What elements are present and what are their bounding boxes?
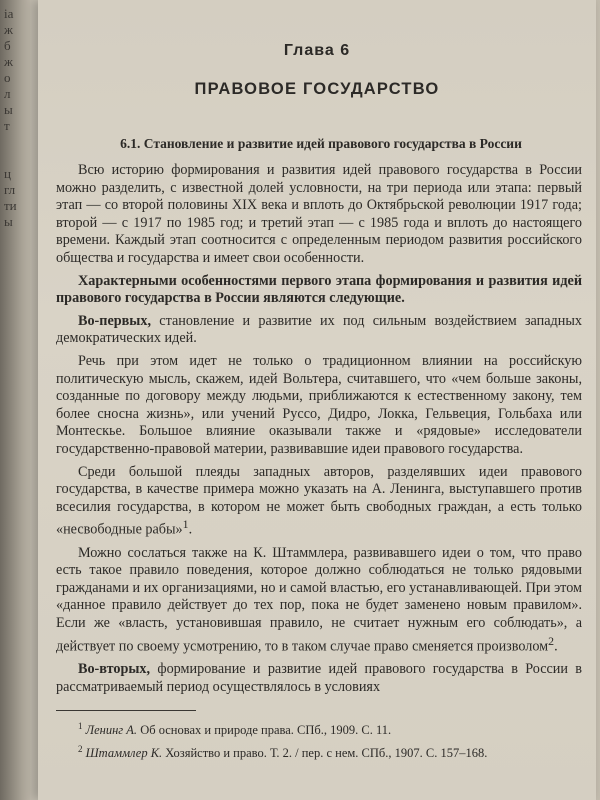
paragraph [56,464,582,540]
lead-phrase: Во-вторых, [78,660,151,677]
paragraph-end: . [188,522,193,539]
paragraph-end: . [554,638,558,655]
previous-page-edge [4,6,24,230]
lead-phrase: Во-первых, [78,312,152,329]
footnote-ref: 2 [548,633,555,648]
chapter-number: Глава 6 [283,42,351,59]
prev-letter: гл [4,182,16,197]
footnote-author: Штаммлер К. [85,746,163,761]
footnote-text: Об основах и природе права. СПб., 1909. С. 11. [137,723,392,738]
paragraph-text: Можно сослаться также на К. Штаммлера, развивавшего идеи о том, что право есть такое правило поведения, которое должно соблюдаться не только рядовыми гражданами и их организациями, но и самой властью, его устанавливающей. При этом «данное правило действует до тех пор, пока не будет заменено новым правилом». Если же «власть, установившая правило, не считает нужным его соблюдать», а действует по своему усмотрению, то в таком случае право сменяется произволом [56,544,582,655]
footnotes [56,718,582,764]
prev-letter: ia [4,6,14,21]
prev-letter: ц [4,166,11,181]
prev-letter [4,134,24,150]
paragraph [56,661,582,696]
prev-letter: ы [4,102,13,117]
footnote-divider [56,710,196,711]
bold-paragraph: Характерными особенностями первого этапа формирования и развития идей правового государства в России являются следующие. [56,272,582,307]
prev-letter: б [4,38,11,53]
section-title: 6.1. Становление и развитие идей правового государства в России [120,136,522,151]
prev-letter: т [4,118,10,133]
footnote [56,718,582,738]
prev-letter: ти [4,198,17,213]
book-page [38,0,596,800]
book-spine [0,0,30,800]
footnote-mark: 2 [78,744,83,755]
paragraph: Всю историю формирования и развития идей правового государства в России можно разделить, с известной долей условности, на три периода или этапа: первый этап — со второй половины XIX века и вплоть до Октябрьской революции 1917 года; второй — с 1917 по 1985 год; и третий этап — с 1985 года и вплоть до настоящего времени. Каждый этап соотносится с определенным периодом развития российского общества и государства и имеет свои особенности. [56,162,582,266]
footnote [56,741,582,761]
footnote-ref: 1 [182,517,189,532]
body-text [56,162,582,701]
footnote-text: Хозяйство и право. Т. 2. / пер. с нем. СПб., 1907. С. 157–168. [162,746,488,761]
prev-letter: л [4,86,11,101]
footnote-author: Ленинг А. [85,723,138,738]
paragraph-text: становление и развитие их под сильным воздействием западных демократических идей. [56,312,582,347]
footnote-mark: 1 [78,721,83,731]
prev-letter [4,150,24,166]
paragraph-text: формирование и развитие идей правового государства в России в рассматриваемый период осуществлялось в условиях [56,660,582,695]
prev-letter: о [4,70,11,85]
paragraph-text: Среди большой плеяды западных авторов, разделявших идеи правового государства, в качестве примера можно указать на А. Ленинга, выступавшего против всесилия государства, в котором не может быть свободных граждан, а есть только «несвободные рабы» [56,463,582,539]
paragraph [56,545,582,656]
chapter-title: ПРАВОВОЕ ГОСУДАРСТВО [194,80,440,98]
prev-letter: ж [4,22,13,37]
paragraph: Речь при этом идет не только о традиционном влиянии на российскую политическую мысль, скажем, идей Вольтера, считавшего, что «чем больше законы, созданные по договору между людьми, приближаются к естественному закону, тем более сносна жизнь», или учений Руссо, Дидро, Локка, Гельвеция, Гольбаха или Монтескье. Большое влияние оказывали также и «рядовые» исследователи государственно-правовой материи, развивавшие идеи правового государства. [56,352,582,457]
paragraph [56,313,582,348]
prev-letter: ы [4,214,13,229]
prev-letter: ж [4,54,13,69]
